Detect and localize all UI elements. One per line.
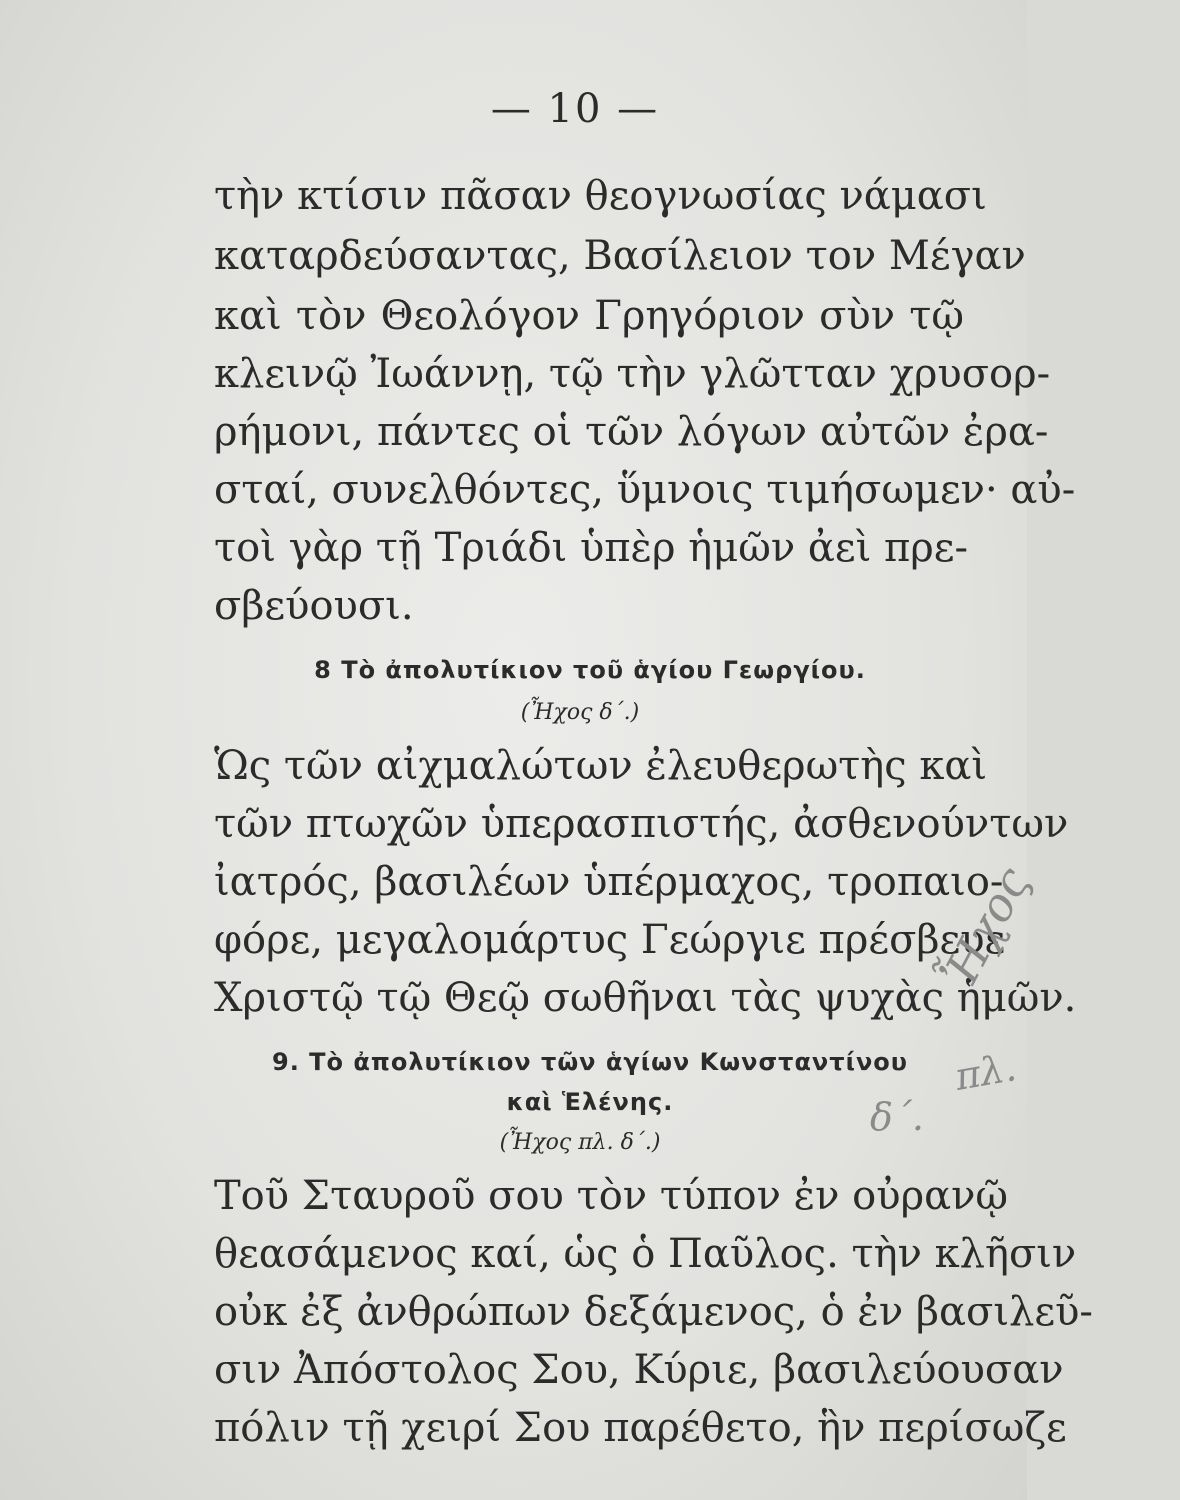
section-8-line: ἰατρός, βασιλέων ὑπέρμαχος, τροπαιο- bbox=[214, 859, 1004, 905]
section-9-title-line-1: 9. Τὸ ἀπολυτίκιον τῶν ἁγίων Κωνσταντίνου bbox=[272, 1048, 908, 1076]
section-8-line: Χριστῷ τῷ Θεῷ σωθῆναι τὰς ψυχὰς ἡμῶν. bbox=[214, 975, 1077, 1021]
page-number: — 10 — bbox=[490, 86, 660, 132]
section-8-line: Ὡς τῶν αἰχμαλώτων ἐλευθερωτὴς καὶ bbox=[214, 743, 988, 789]
section-9-line: πόλιν τῇ χειρί Σου παρέθετο, ἣν περίσωζε bbox=[214, 1405, 1067, 1451]
section-8-line: φόρε, μεγαλομάρτυς Γεώργιε πρέσβευε bbox=[214, 917, 1006, 963]
section-9-line: θεασάμενος καί, ὡς ὁ Παῦλος. τὴν κλῆσιν bbox=[214, 1231, 1077, 1277]
paragraph-1-line: σταί, συνελθόντες, ὕμνοις τιμήσωμεν· αὐ- bbox=[214, 467, 1076, 513]
section-8-line: τῶν πτωχῶν ὑπερασπιστής, ἀσθενούντων bbox=[214, 801, 1069, 847]
section-9-title-line-2: καὶ Ἑλένης. bbox=[506, 1088, 674, 1116]
section-9-mode: (Ἦχος πλ. δ΄.) bbox=[499, 1130, 661, 1155]
paragraph-1-line: καὶ τὸν Θεολόγον Γρηγόριον σὺν τῷ bbox=[214, 293, 964, 339]
margin-handwriting: δ΄. bbox=[870, 1095, 924, 1139]
section-9-line: Τοῦ Σταυροῦ σου τὸν τύπον ἐν οὐρανῷ bbox=[214, 1173, 1009, 1219]
margin-handwriting: πλ. bbox=[951, 1045, 1020, 1099]
margin-handwriting: Ἦχος bbox=[930, 858, 1040, 1001]
paragraph-1-line: τὴν κτίσιν πᾶσαν θεογνωσίας νάμασι bbox=[214, 173, 987, 219]
paragraph-1-line: σβεύουσι. bbox=[214, 583, 414, 629]
paragraph-1-line: ρήμονι, πάντες οἱ τῶν λόγων αὐτῶν ἐρα- bbox=[214, 409, 1049, 455]
section-9-line: οὐκ ἐξ ἀνθρώπων δεξάμενος, ὁ ἐν βασιλεῦ- bbox=[214, 1289, 1093, 1335]
section-8-mode: (Ἦχος δ΄.) bbox=[520, 700, 640, 725]
paragraph-1-line: τοὶ γὰρ τῇ Τριάδι ὑπὲρ ἡμῶν ἀεὶ πρε- bbox=[214, 525, 969, 571]
section-9-line: σιν Ἀπόστολος Σου, Κύριε, βασιλεύουσαν bbox=[214, 1347, 1064, 1393]
paragraph-1-line: καταρδεύσαντας, Βασίλειον τον Μέγαν bbox=[214, 233, 1026, 279]
section-8-title: 8 Τὸ ἀπολυτίκιον τοῦ ἁγίου Γεωργίου. bbox=[314, 656, 866, 684]
paragraph-1-line: κλεινῷ Ἰωάννῃ, τῷ τὴν γλῶτταν χρυσορ- bbox=[214, 351, 1051, 397]
